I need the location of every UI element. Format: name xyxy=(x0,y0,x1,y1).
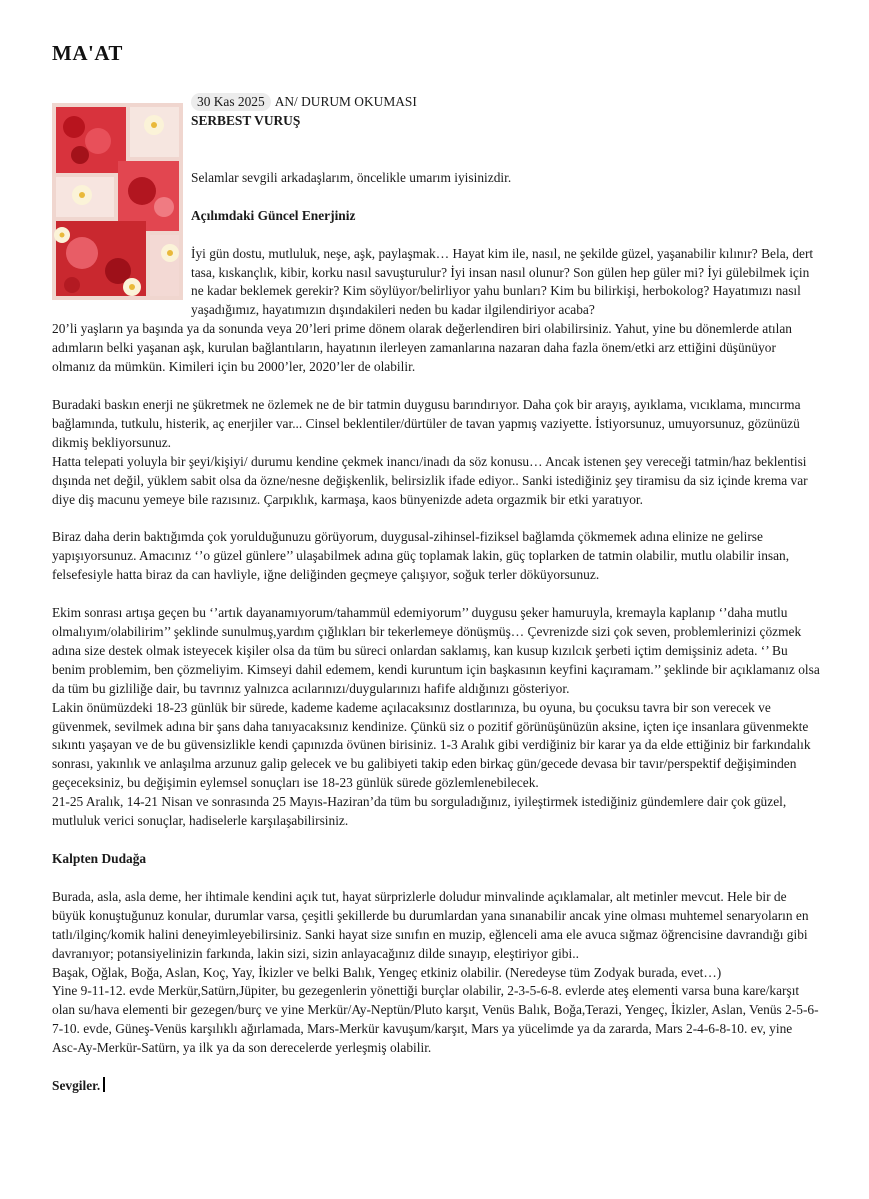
signoff-text: Sevgiler. xyxy=(52,1078,101,1094)
paragraph: 21-25 Aralık, 14-21 Nisan ve sonrasında 25 Mayıs-Haziran’da tüm bu sorguladığınız, iyileştirmek istediğiniz gündemlere dair çok güzel, mutluluk verici sonuçlar, hadiselerle karşılaşabilirsiniz. xyxy=(52,794,787,829)
paragraph: Burada, asla, asla deme, her ihtimale kendini açık tut, hayat sürprizlerle doludur minvalinde açıklamalar, alt metinler mevcut. Hele bir de büyük konuştuğunuz konular, durumlar varsa, çeşitli şekillerde bu durumlardan yana sınanabilir ancak yine olması muhtemel senaryoların en tatlı/ilginç/komik halini deneyimleyebilirsiniz. Sanki hayat size sınıfın en muzip, eğlenceli ama ele avuca sığmaz öğrencisine davrandığı gibi davranıyor; potansiyelinizin farkında, lakin sizi, sizin anlayacağınız dilde sınayıp, eleştiriyor gibi.. xyxy=(52,888,809,961)
greeting-paragraph: Selamlar sevgili arkadaşlarım, öncelikle umarım iyisinizdir. xyxy=(191,169,512,185)
section-heading-heart-to-lips: Kalpten Dudağa xyxy=(52,851,147,866)
article-title: SERBEST VURUŞ xyxy=(191,112,301,128)
paragraph: İyi gün dostu, mutluluk, neşe, aşk, paylaşmak… Hayat kim ile, nasıl, ne şekilde güzel, yaşanabilir kılınır? Bela, dert tasa, kıskançlık, kibir, korku nasıl savuşturulur? İyi insan nasıl olunur? Son gülen hep güler mi? İyi gülebilmek için ne kadar beklemek gerekir? Kim söylüyor/belirliyor yahu bunları? Kim bu bilirkişi, herbokolog? Hayatımızı nasıl yaşadığımız, hayatımızın dışındakileri neden bu kadar ilgilendiriyor acaba? xyxy=(191,245,814,318)
paragraph: Lakin önümüzdeki 18-23 günlük bir sürede, kademe kademe açılacaksınız dostlarınıza, bu oyuna, bu çocuksu tavra bir son verecek ve güvenmek, sevilmek adına bir şans daha tanıyacaksınız kendinize. Çünkü siz o pozitif görünüşünüzün aksine, içten içe insanlara güvenmekte sıkıntı yaşayan ve de bu güvensizlikle kendi çapınızda övünen birisiniz. 1-3 Aralık gibi verdiğiniz bir karar ya da elde ettiğiniz bir farkındalık sonrası, yakınlık ve anlaşılma arzunuz galip gelecek ve bu galibiyeti takip eden birkaç gün/gecede devasa bir tavır/perspektif değişiminden geçeceksiniz, bu değişimin eylemsel sonuçları ise 18-23 günlük sürede gözlemlenebilecek. xyxy=(52,699,811,791)
brand-logo[interactable]: MA'AT xyxy=(52,41,123,65)
paragraph: 20’li yaşların ya başında ya da sonunda veya 20’leri prime dönem olarak değerlendiren biri olabilirsiniz. Yahut, yine bu dönemlerde atılan adımların belki yaşanan aşk, kurulan bağlantıların, hayatının ilerleyen zamanlarına nazaran daha fazla önem/etki arz ettiğini düşünüyor olmanız da mümkün. Kimileri için bu 2000’ler, 2020’ler de olabilir. xyxy=(52,321,792,375)
paragraph: Hatta telepati yoluyla bir şeyi/kişiyi/ durumu kendine çekmek inancı/inadı da söz konusu… Ancak istenen şey vereceği tatmin/haz beklentisi dışında net değil, yüklem sabit olsa da özne/nesne değişkenlik, belirsizlik ifade ediyor.. Sanki istediğiniz şey tiramisu da siz içinde krema var diye diş macunu yemeye bile razısınız. Çarpıklık, karmaşa, kaos bünyenizde adeta orgazmik bir etki yaratıyor. xyxy=(52,453,808,507)
paragraph: Biraz daha derin baktığımda çok yorulduğunuzu görüyorum, duygusal-zihinsel-fiziksel bağlamda çökmemek adına elinize ne gelirse yapışıyorsunuz. Amacınız ‘’o güzel günlere’’ ulaşabilmek adına güç toplamak lakin, güç toplarken de tatmin olabilir, mutlu olabilir insan, felsefesiyle hatta biraz da can havliyle, iğne deliğinden geçmeye çalışıyor, soğuk terler döküyorsunuz. xyxy=(52,529,790,583)
article-body xyxy=(52,93,820,1096)
paragraph: Yine 9-11-12. evde Merkür,Satürn,Jüpiter, bu gezegenlerin yönettiği burçlar olabilir, 2-3-5-6-8. evlerde ateş elementi varsa buna kare/karşıt olan su/hava elementi bir gezegen/burç ve yine Merkür/Ay-Neptün/Pluto karşıt, Venüs Balık, Boğa,Terazi, Yengeç, İkizler, Aslan, Venüs 2-5-6-7-10. evde, Güneş-Venüs karşılıklı ağırlamada, Mars-Merkür kavuşum/karşıt, Mars ya yücelimde ya da zararda, Mars 2-4-6-8-10. ev, yine Asc-Ay-Merkür-Satürn, ya ilk ya da son derecelerde yerleşmiş olabilir. xyxy=(52,983,819,1056)
section-heading-current-energy: Açılımdaki Güncel Enerjiniz xyxy=(191,207,356,223)
article-meta xyxy=(52,93,820,112)
signoff xyxy=(52,1077,820,1096)
article-date: 30 Kas 2025 xyxy=(191,93,271,111)
paragraph: Buradaki baskın enerji ne şükretmek ne özlemek ne de bir tatmin duygusu barındırıyor. Daha çok bir arayış, ayıklama, vıcıklama, mıncırma bağlamında, tutkulu, histerik, aç enerjiler var... Cinsel beklentiler/dürtüler de tavan yapmış vaziyette. İstiyorsunuz, umuyorsunuz, gözünüzü dikmiş bekliyorsunuz. xyxy=(52,396,801,450)
paragraph: Ekim sonrası artışa geçen bu ‘’artık dayanamıyorum/tahammül edemiyorum’’ duygusu şeker hamuruyla, kremayla kaplanıp ‘’daha mutlu olmalıyım/olabilirim’’ şeklinde sunulmuş,yardım çığlıkları bir tekerlemeye dönüşmüş… Çevrenizde sizi çok seven, problemlerinizi çözmek adına size destek olmak isteyecek kişiler olsa da tüm bu süreci onlardan saklamış, kan kusup kızılcık şerbeti içtim demişsiniz adeta. ‘’ Bu benim problemim, ben çözmeliyim. Kimseyi dahil edemem, kendi kuruntum için başkasının keyfini kaçıramam.’’ şeklinde bir açıklamanız olsa da tüm bu gizliliğe dair, bu tavrınız yalnızca acılarınızı/duygularınızı hafife aldığınızı gösteriyor. xyxy=(52,605,820,696)
text-cursor xyxy=(103,1077,105,1092)
paragraph: Başak, Oğlak, Boğa, Aslan, Koç, Yay, İkizler ve belki Balık, Yengeç etkiniz olabilir. (Neredeyse tüm Zodyak burada, evet…) xyxy=(52,964,722,980)
article-category[interactable]: AN/ DURUM OKUMASI xyxy=(274,94,417,109)
